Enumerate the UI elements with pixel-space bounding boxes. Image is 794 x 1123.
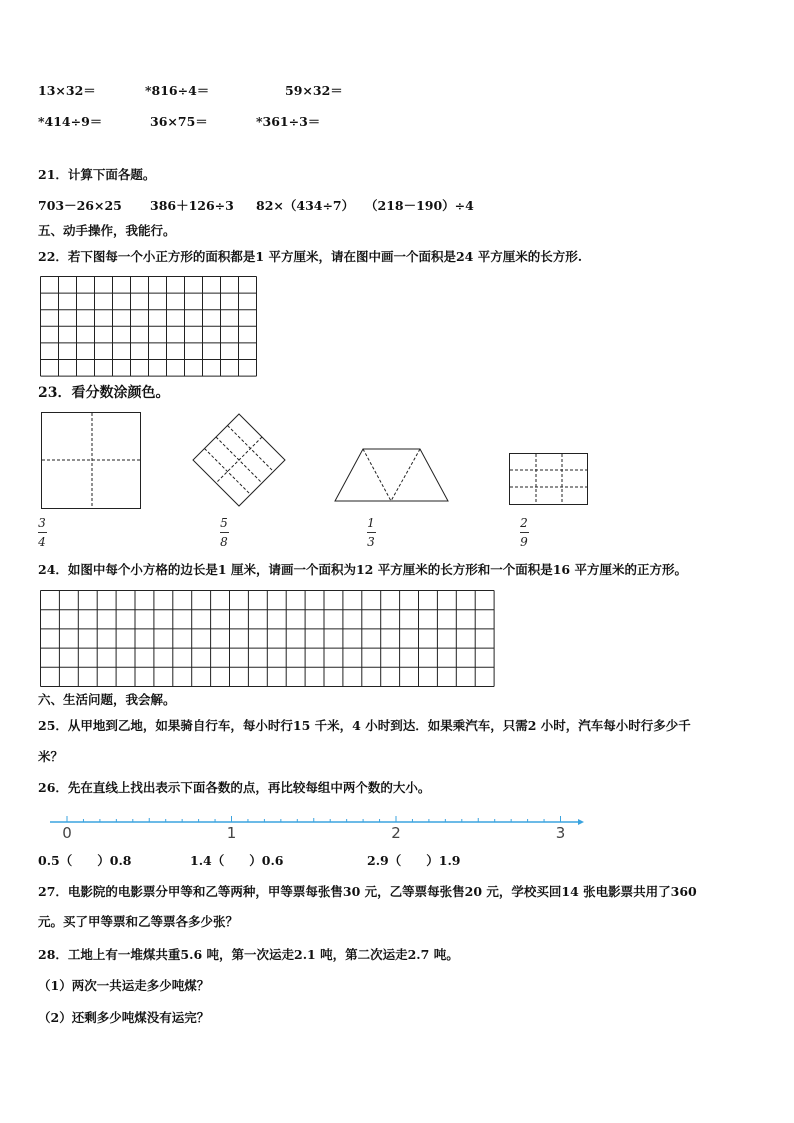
shape-square-quarters[interactable] (41, 412, 141, 509)
fraction-5-8 (217, 516, 231, 549)
calc-item: *816÷4＝ (145, 83, 210, 98)
question-28-title: 28．工地上有一堆煤共重5.6 吨，第一次运走2.1 吨，第二次运走2.7 吨。 (38, 947, 459, 962)
question-27-line1: 27．电影院的电影票分甲等和乙等两种，甲等票每张售30 元，乙等票每张售20 元，学校买回14 张电影票共用了360 (38, 884, 697, 899)
calc-item: *414÷9＝ (38, 114, 103, 129)
fraction-3-4 (35, 516, 49, 549)
fraction-numerator: 2 (520, 516, 528, 530)
calc-item: 59×32＝ (285, 83, 343, 98)
fraction-numerator: 1 (367, 516, 375, 530)
grid-q24[interactable] (40, 590, 495, 687)
fraction-2-9 (517, 516, 531, 549)
fraction-denominator: 3 (367, 535, 375, 549)
question-25-line2: 米？ (38, 749, 64, 764)
fraction-numerator: 3 (38, 516, 46, 530)
question-23-title: 23．看分数涂颜色。 (38, 385, 170, 401)
calc-item: 36×75＝ (150, 114, 208, 129)
shape-diamond-eighths[interactable] (192, 413, 286, 507)
number-line-arrow (578, 819, 584, 825)
q21-item: （218－190）÷4 (365, 198, 474, 213)
question-22: 22．若下图每一个小正方形的面积都是1 平方厘米，请在图中画一个面积是24 平方厘米的长方形. (38, 249, 583, 264)
section-heading-5: 五、动手操作，我能行。 (38, 223, 176, 238)
question-27-line2: 元。买了甲等票和乙等票各多少张？ (38, 914, 239, 929)
question-28-sub1: （1）两次一共运走多少吨煤？ (38, 978, 210, 993)
number-line-tick-label: 3 (555, 824, 566, 842)
comparison-item: 1.4（ ）0.6 (190, 853, 284, 868)
calc-item: *361÷3＝ (256, 114, 321, 129)
comparison-item: 2.9（ ）1.9 (367, 853, 461, 868)
number-line-tick-label: 2 (391, 824, 401, 842)
q21-item: 82×（434÷7） (256, 198, 355, 213)
question-24: 24．如图中每个小方格的边长是1 厘米，请画一个面积为12 平方厘米的长方形和一个面积是16 平方厘米的正方形。 (38, 562, 687, 577)
calc-item: 13×32＝ (38, 83, 96, 98)
fraction-denominator: 4 (38, 535, 46, 549)
question-26-title: 26．先在直线上找出表示下面各数的点，再比较每组中两个数的大小。 (38, 780, 431, 795)
question-28-sub2: （2）还剩多少吨煤没有运完？ (38, 1010, 210, 1025)
comparison-item: 0.5（ ）0.8 (38, 853, 132, 868)
question-21-title: 21．计算下面各题。 (38, 167, 156, 182)
shape-rectangle-ninths[interactable] (509, 453, 588, 505)
fraction-1-3 (364, 516, 378, 549)
grid-q22[interactable] (40, 276, 259, 377)
shape-trapezoid-thirds[interactable] (334, 448, 449, 502)
fraction-denominator: 8 (220, 535, 228, 549)
fraction-numerator: 5 (220, 516, 228, 530)
question-25-line1: 25．从甲地到乙地，如果骑自行车，每小时行15 千米，4 小时到达．如果乘汽车，只需2 小时，汽车每小时行多少千 (38, 718, 691, 733)
q21-item: 703－26×25 (38, 198, 122, 213)
number-line-tick-label: 0 (62, 824, 72, 842)
fraction-denominator: 9 (520, 535, 528, 549)
q21-item: 386＋126÷3 (150, 198, 234, 213)
section-heading-6: 六、生活问题，我会解。 (38, 692, 176, 707)
number-line[interactable] (50, 816, 590, 846)
number-line-tick-label: 1 (226, 824, 237, 842)
